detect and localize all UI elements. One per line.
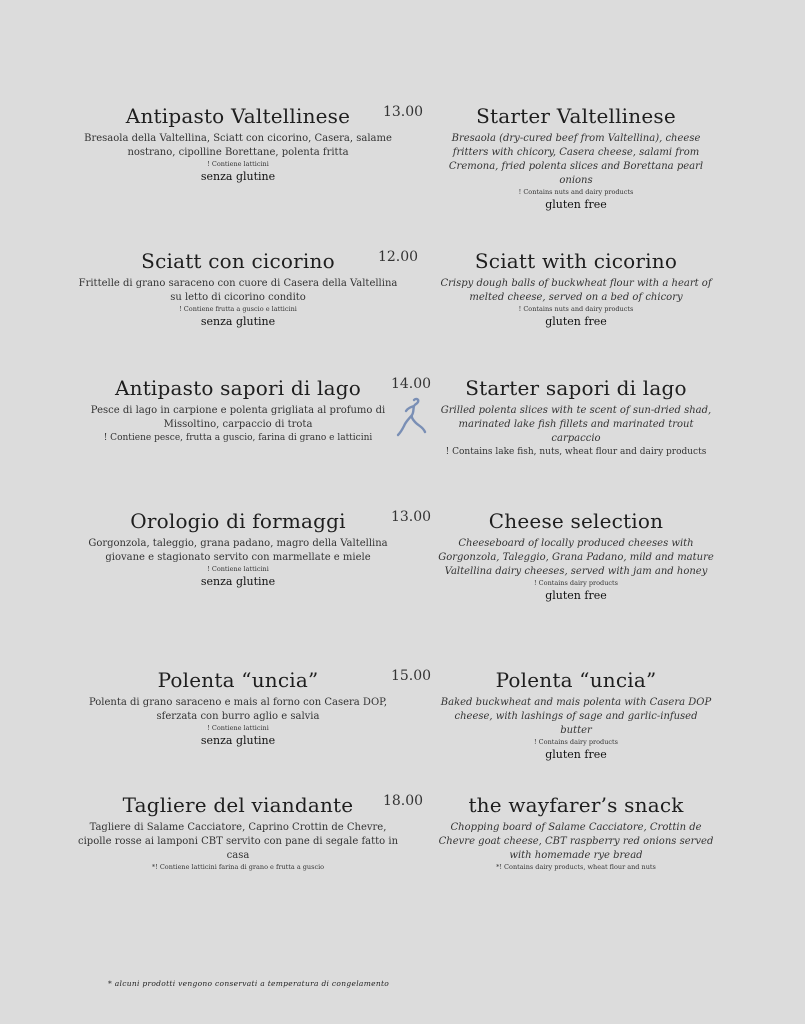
english-allergen-note: ! Contains nuts and dairy products	[518, 305, 634, 313]
italian-allergen-note: ! Contiene frutta a guscio e latticini	[179, 305, 297, 313]
price: 12.00	[377, 249, 419, 265]
english-allergen-note: ! Contains nuts and dairy products	[518, 188, 634, 196]
italian-title: Orologio di formaggi	[130, 509, 346, 533]
english-allergen-note: ! Contains dairy products	[534, 579, 618, 587]
italian-allergen-note: ! Contiene pesce, frutta a guscio, farina di grano e latticini	[103, 433, 373, 443]
english-allergen-note: ! Contains dairy products	[534, 738, 618, 746]
price: 13.00	[390, 509, 432, 525]
price: 18.00	[382, 793, 424, 809]
english-allergen-note: *! Contains dairy products, wheat flour and nuts	[496, 863, 656, 871]
english-description: Crispy dough balls of buckwheat flour with a heart of melted cheese, served on a bed of chicory	[440, 278, 712, 303]
english-title: Starter sapori di lago	[465, 376, 687, 400]
english-allergen-note: ! Contains lake fish, nuts, wheat flour and dairy products	[445, 447, 707, 457]
english-description: Baked buckwheat and mais polenta with Casera DOP cheese, with lashings of sage and garlic-infused butter	[440, 697, 712, 736]
english-gluten-free: gluten free	[545, 315, 607, 328]
italian-column	[78, 509, 398, 589]
english-title: the wayfarer’s snack	[468, 793, 684, 817]
italian-gluten-free: senza glutine	[200, 315, 276, 328]
italian-column	[78, 249, 398, 329]
italian-allergen-note: *! Contiene latticini farina di grano e frutta a guscio	[151, 863, 325, 871]
italian-description: Tagliere di Salame Cacciatore, Caprino Crottin de Chevre, cipolle rosse ai lamponi CBT servito con pane di segale fatto in casa	[78, 822, 399, 861]
freezing-footnote: * alcuni prodotti vengono conservati a temperatura di congelamento	[108, 979, 390, 988]
italian-column	[78, 104, 398, 184]
italian-allergen-note: ! Contiene latticini	[207, 565, 269, 573]
italian-allergen-note: ! Contiene latticini	[207, 724, 269, 732]
italian-allergen-note: ! Contiene latticini	[207, 160, 269, 168]
italian-description: Polenta di grano saraceno e mais al forno con Casera DOP, sferzata con burro aglio e salvia	[88, 697, 388, 722]
english-description: Bresaola (dry-cured beef from Valtellina), cheese fritters with chicory, Casera cheese, salami from Cremona, fried polenta slices and Borettana pearl onions	[448, 133, 704, 186]
english-gluten-free: gluten free	[545, 589, 607, 602]
italian-column	[78, 668, 398, 748]
italian-gluten-free: senza glutine	[200, 575, 276, 588]
italian-description: Gorgonzola, taleggio, grana padano, magro della Valtellina giovane e stagionato servito con marmellate e miele	[88, 538, 388, 563]
italian-gluten-free: senza glutine	[200, 170, 276, 183]
english-title: Cheese selection	[488, 509, 664, 533]
figure-illustration-icon	[392, 396, 428, 438]
english-column	[438, 668, 714, 762]
italian-title: Tagliere del viandante	[122, 793, 354, 817]
italian-gluten-free: senza glutine	[200, 734, 276, 747]
italian-column	[78, 376, 398, 444]
english-description: Chopping board of Salame Cacciatore, Crottin de Chevre goat cheese, CBT raspberry red onions served with homemade rye bread	[438, 822, 714, 861]
english-column	[438, 376, 714, 458]
italian-description: Bresaola della Valtellina, Sciatt con cicorino, Casera, salame nostrano, cipolline Borettane, polenta fritta	[84, 133, 392, 158]
english-title: Sciatt with cicorino	[474, 249, 678, 273]
english-gluten-free: gluten free	[545, 198, 607, 211]
english-description: Cheeseboard of locally produced cheeses with Gorgonzola, Taleggio, Grana Padano, mild and mature Valtellina dairy cheeses, served with jam and honey	[438, 538, 714, 577]
price: 14.00	[390, 376, 432, 392]
english-column	[438, 249, 714, 329]
italian-title: Sciatt con cicorino	[141, 249, 335, 273]
english-column	[438, 509, 714, 603]
price: 13.00	[382, 104, 424, 120]
italian-description: Frittelle di grano saraceno con cuore di Casera della Valtellina su letto di cicorino condito	[78, 278, 398, 303]
italian-description: Pesce di lago in carpione e polenta grigliata al profumo di Missoltino, carpaccio di trota	[90, 405, 386, 430]
italian-title: Antipasto Valtellinese	[125, 104, 351, 128]
italian-title: Polenta “uncia”	[157, 668, 319, 692]
english-gluten-free: gluten free	[545, 748, 607, 761]
italian-column	[78, 793, 398, 872]
english-title: Starter Valtellinese	[476, 104, 676, 128]
english-column	[438, 104, 714, 212]
english-description: Grilled polenta slices with te scent of sun-dried shad, marinated lake fish fillets and marinated trout carpaccio	[440, 405, 712, 444]
english-title: Polenta “uncia”	[495, 668, 657, 692]
english-column	[438, 793, 714, 872]
price: 15.00	[390, 668, 432, 684]
italian-title: Antipasto sapori di lago	[114, 376, 362, 400]
